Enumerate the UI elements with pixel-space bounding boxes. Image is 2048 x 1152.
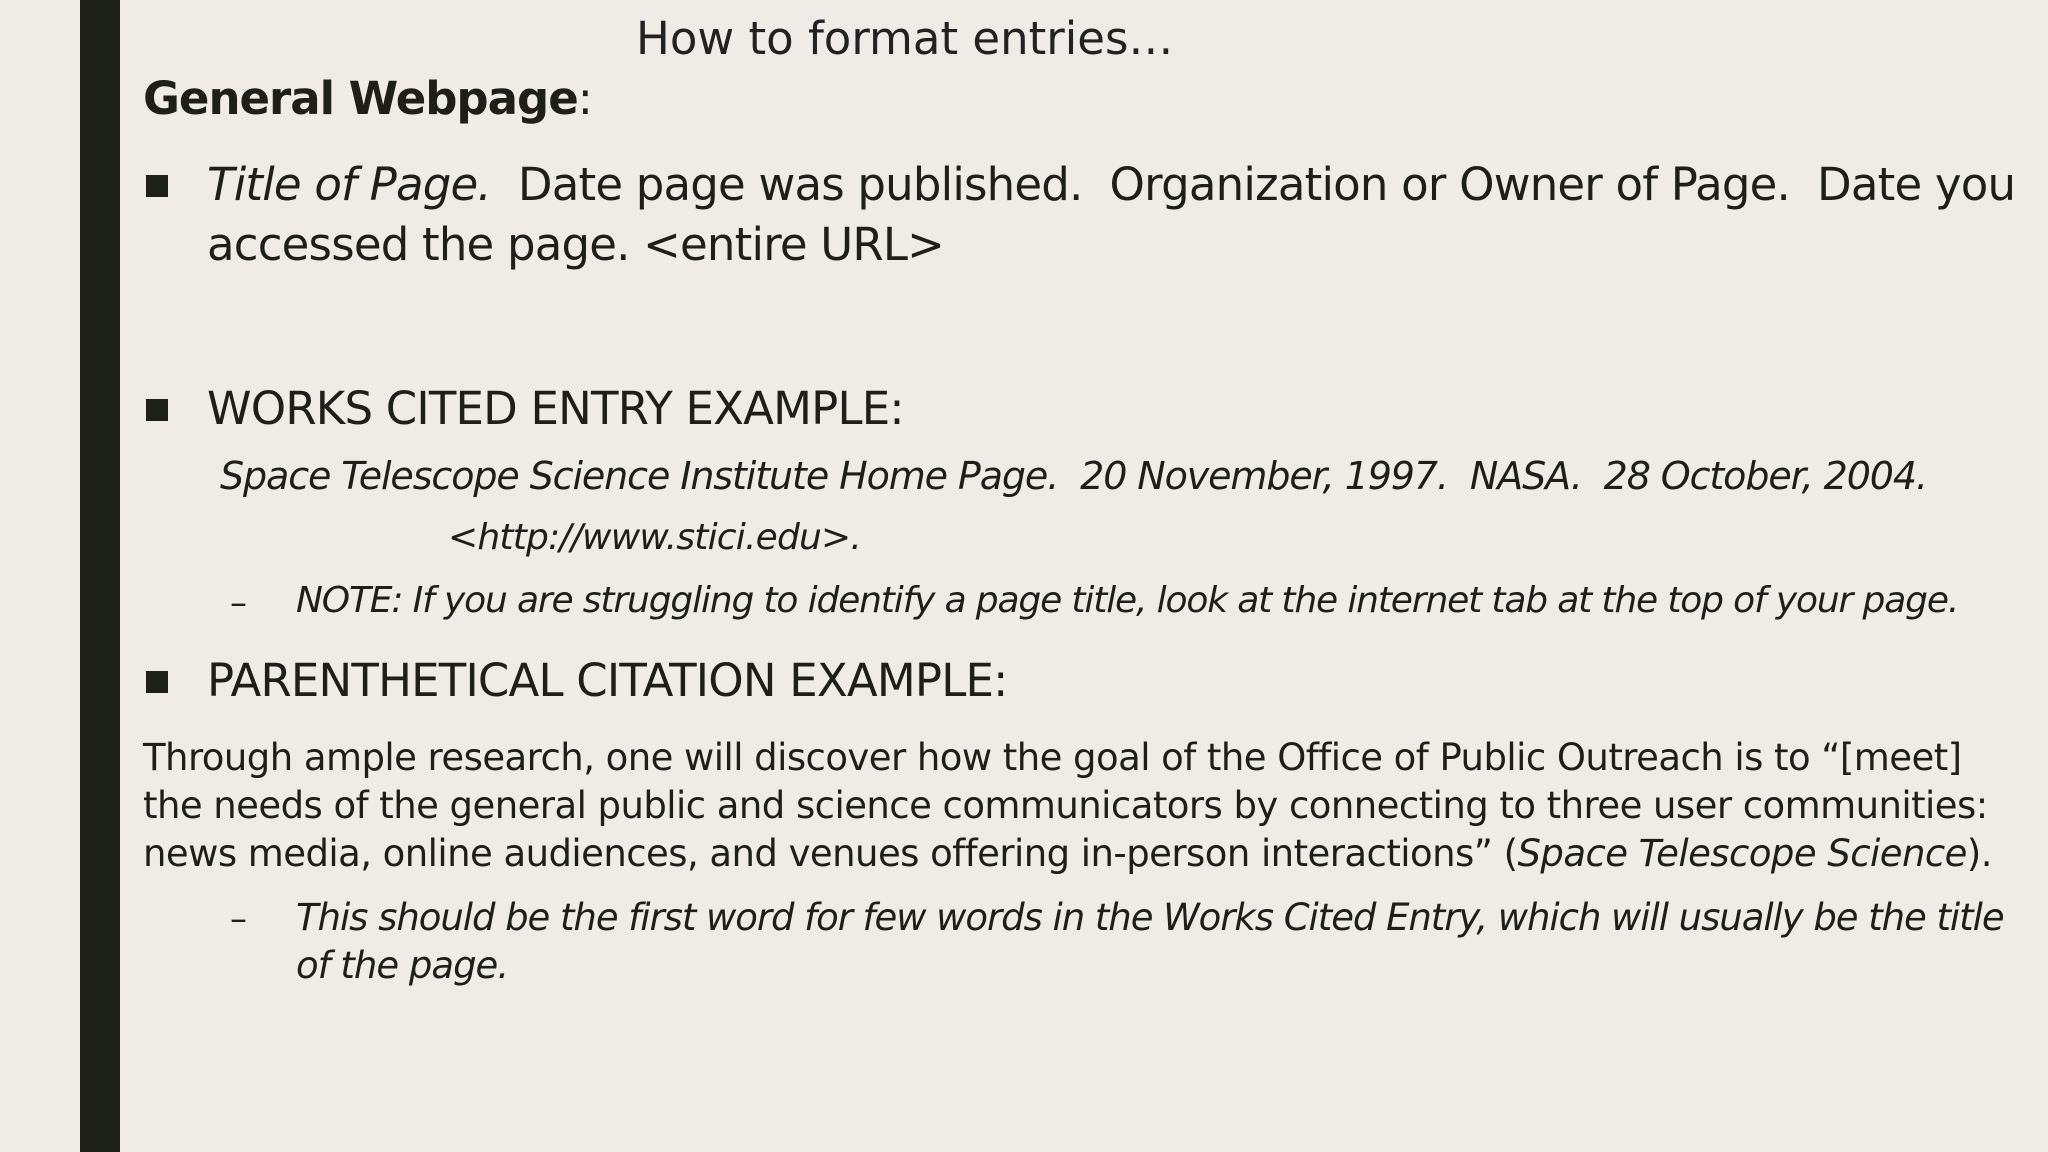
works-cited-label: WORKS CITED ENTRY EXAMPLE:: [207, 382, 904, 435]
dash-bullet-icon: –: [230, 899, 247, 939]
format-item-line1: [207, 158, 2016, 211]
bullet-square-icon: [146, 671, 168, 693]
section-heading-text: General Webpage: [143, 72, 578, 125]
works-cited-entry-line1: Space Telescope Science Institute Home Page. 20 November, 1997. NASA. 28 October, 2004.: [220, 454, 1927, 498]
slide-title: How to format entries…: [636, 12, 1174, 65]
section-heading: [143, 72, 592, 125]
accent-bar: [80, 0, 120, 1152]
format-item-title: Title of Page.: [207, 158, 491, 211]
parenthetical-note-line2: of the page.: [296, 944, 509, 987]
bullet-square-icon: [146, 399, 168, 421]
parenthetical-line3-end: ).: [1966, 832, 1992, 875]
format-item-rest: Date page was published. Organization or Owner of Page. Date you: [490, 158, 2016, 211]
bullet-square-icon: [146, 175, 168, 197]
parenthetical-label: PARENTHETICAL CITATION EXAMPLE:: [207, 654, 1008, 707]
dash-bullet-icon: –: [230, 583, 247, 623]
parenthetical-note-line1: This should be the first word for few words in the Works Cited Entry, which will usually be the title: [296, 896, 2004, 939]
works-cited-note: NOTE: If you are struggling to identify a page title, look at the internet tab at the top of your page.: [296, 580, 1959, 621]
parenthetical-line2: the needs of the general public and science communicators by connecting to three user communities:: [143, 784, 1988, 827]
works-cited-entry-line2: <http://www.stici.edu>.: [448, 517, 862, 558]
parenthetical-line3-italic: Space Telescope Science: [1517, 832, 1967, 875]
parenthetical-line3: [143, 832, 1992, 875]
section-heading-colon: :: [577, 72, 592, 125]
parenthetical-line1: Through ample research, one will discover how the goal of the Office of Public Outreach is to “[meet]: [143, 736, 1962, 779]
format-item-line2: accessed the page. <entire URL>: [207, 218, 945, 271]
parenthetical-line3-start: news media, online audiences, and venues offering in-person interactions” (: [143, 832, 1518, 875]
